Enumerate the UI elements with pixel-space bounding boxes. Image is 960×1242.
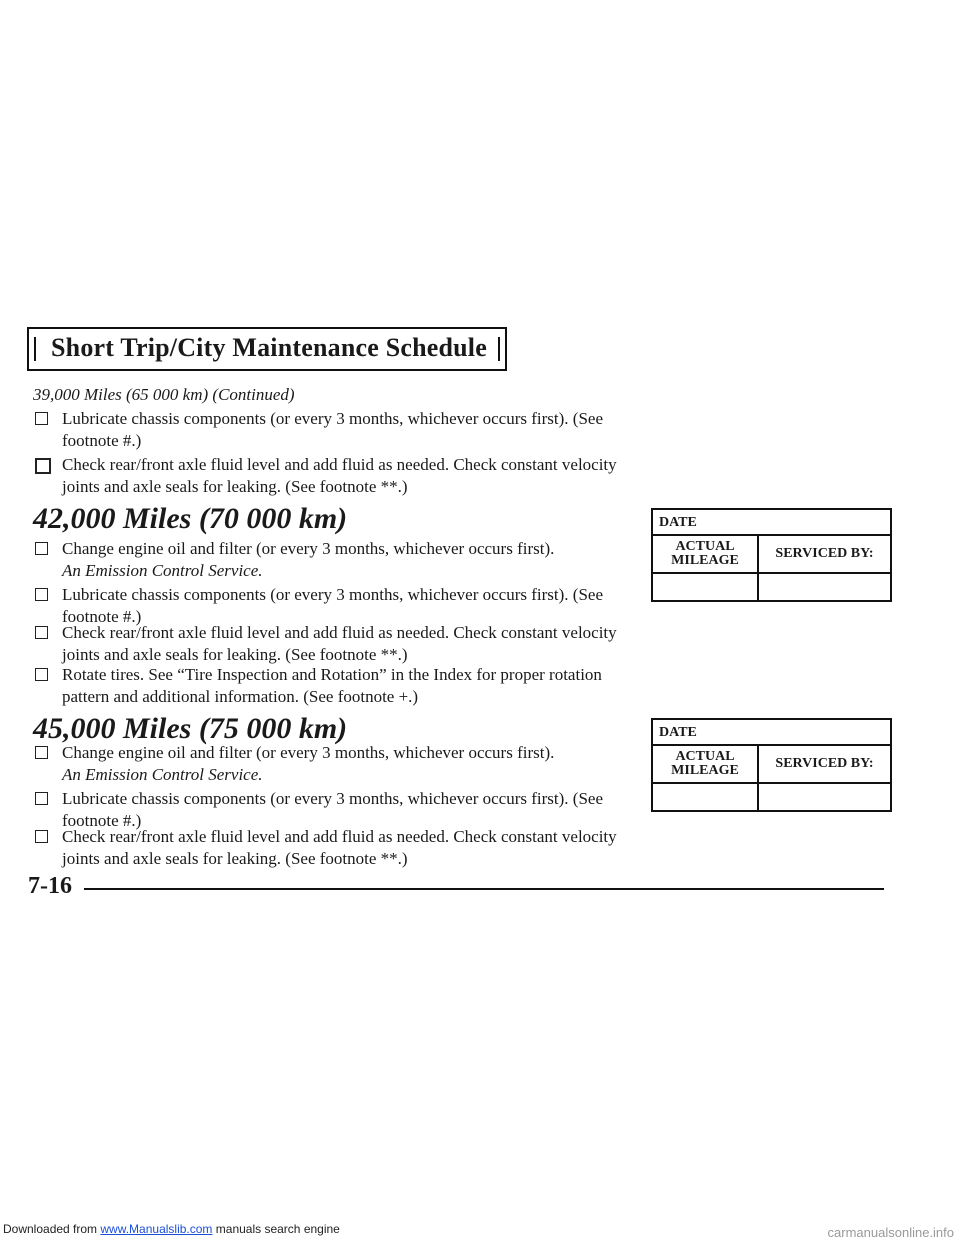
footer-rule (84, 888, 884, 890)
item-text: Check rear/front axle fluid level and add fluid as needed. Check constant velocity joints and axle seals for leaking. (See footnote **.) (62, 455, 617, 496)
download-suffix: manuals search engine (212, 1222, 340, 1236)
mileage-field[interactable] (653, 784, 759, 810)
checkbox-icon[interactable] (35, 668, 48, 681)
checkbox-icon[interactable] (35, 412, 48, 425)
serviced-by-label: SERVICED BY: (775, 546, 874, 561)
service-record-42000 (651, 508, 892, 602)
item-text: Lubricate chassis components (or every 3 months, whichever occurs first). (See footnote #.) (62, 409, 603, 450)
list-item (35, 538, 625, 582)
serviced-by-field[interactable] (759, 574, 890, 600)
item-text: Check rear/front axle fluid level and add fluid as needed. Check constant velocity joints and axle seals for leaking. (See footnote **.) (62, 827, 617, 868)
checkbox-icon[interactable] (35, 746, 48, 759)
item-text: Change engine oil and filter (or every 3 months, whichever occurs first). (62, 539, 555, 558)
emission-note: An Emission Control Service. (62, 561, 263, 580)
list-item (35, 408, 625, 452)
item-text: Check rear/front axle fluid level and add fluid as needed. Check constant velocity joints and axle seals for leaking. (See footnote **.) (62, 623, 617, 664)
emission-note: An Emission Control Service. (62, 765, 263, 784)
watermark: carmanualsonline.info (827, 1225, 954, 1240)
checkbox-icon[interactable] (35, 626, 48, 639)
mileage-label: ACTUAL MILEAGE (653, 746, 759, 782)
item-text: Rotate tires. See “Tire Inspection and Rotation” in the Index for proper rotation pattern and additional information. (See footnote +.) (62, 665, 602, 706)
date-label: DATE (653, 720, 890, 746)
download-prefix: Downloaded from (3, 1222, 101, 1236)
list-item (35, 664, 625, 708)
mileage-label: ACTUAL MILEAGE (653, 536, 759, 572)
section-heading-42000: 42,000 Miles (70 000 km) (33, 502, 348, 535)
item-text: Lubricate chassis components (or every 3 months, whichever occurs first). (See footnote #.) (62, 585, 603, 626)
list-item (35, 454, 625, 498)
checkbox-icon[interactable] (35, 588, 48, 601)
item-text: Change engine oil and filter (or every 3 months, whichever occurs first). (62, 743, 555, 762)
list-item (35, 826, 625, 870)
serviced-by-label: SERVICED BY: (775, 756, 874, 771)
list-item (35, 622, 625, 666)
checkbox-icon[interactable] (35, 542, 48, 555)
checkbox-icon[interactable] (35, 830, 48, 843)
service-record-45000 (651, 718, 892, 812)
manualslib-link[interactable]: www.Manualslib.com (100, 1222, 213, 1236)
item-text: Lubricate chassis components (or every 3 months, whichever occurs first). (See footnote #.) (62, 789, 603, 830)
checkbox-icon[interactable] (35, 792, 48, 805)
mileage-field[interactable] (653, 574, 759, 600)
checkbox-icon[interactable] (35, 458, 51, 474)
continued-heading: 39,000 Miles (65 000 km) (Continued) (33, 385, 295, 404)
page-number: 7-16 (28, 873, 72, 899)
page-title: Short Trip/City Maintenance Schedule (27, 327, 507, 371)
serviced-by-field[interactable] (759, 784, 890, 810)
download-bar (0, 1220, 960, 1242)
section-heading-45000: 45,000 Miles (75 000 km) (33, 712, 348, 745)
list-item (35, 742, 625, 786)
date-label: DATE (653, 510, 890, 536)
